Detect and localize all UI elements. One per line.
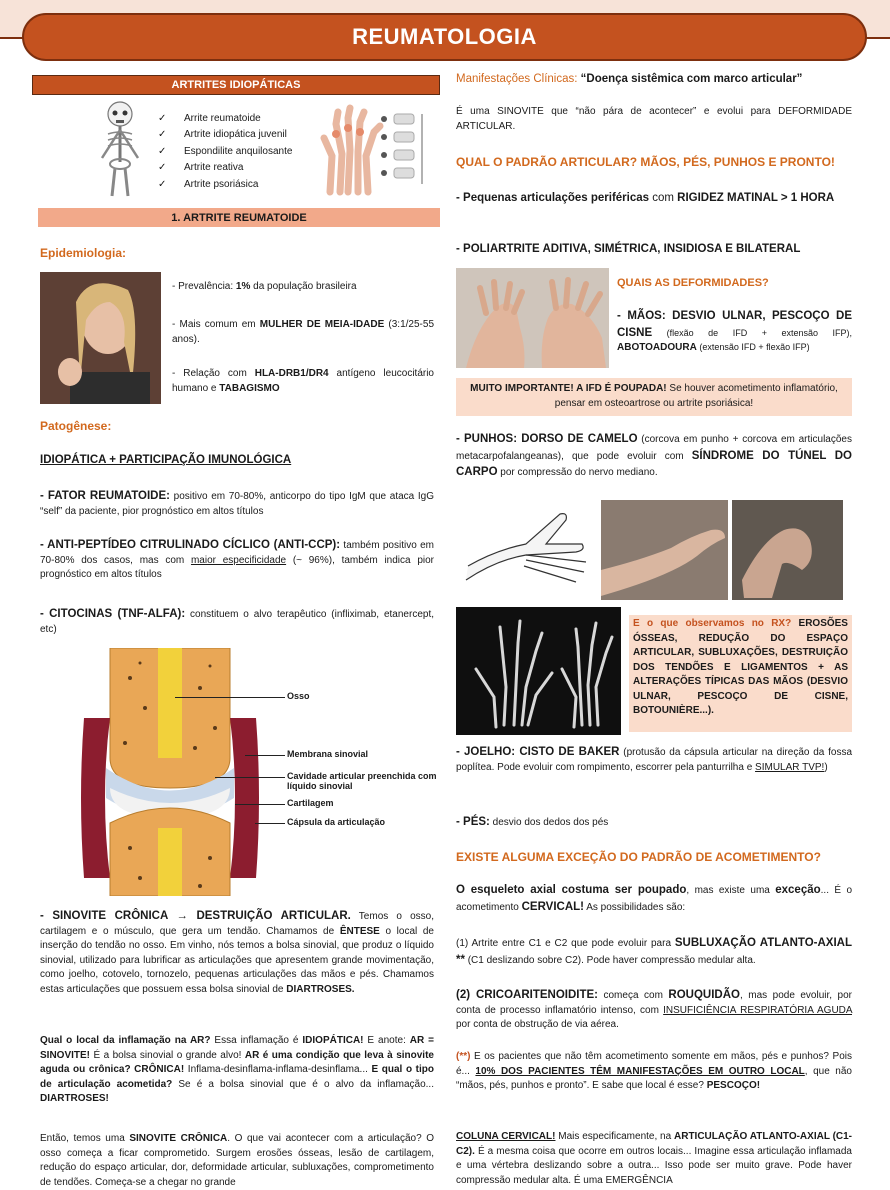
item-2-paragraph: (2) CRICOARITENOIDITE: começa com ROUQUIDÃO, mas pode evoluir, por conta de processo inflamatório intenso, com INSUFICIÊNCIA RESPIRATÓRIA AGUDA por conta de obstrução de via aérea. — [456, 989, 853, 1031]
list-item: ✓ Artrite idiopática juvenil — [158, 129, 287, 141]
swan-neck-image — [601, 500, 728, 600]
ar-header: 1. ARTRITE REUMATOIDE — [38, 208, 440, 227]
manifestacoes-text: É uma SINOVITE que “não pára de acontecer” e evolui para DEFORMIDADE ARTICULAR. — [456, 106, 852, 132]
poliartrite: - POLIARTRITE ADITIVA, SIMÉTRICA, INSIDIOSA E BILATERAL — [456, 243, 801, 255]
entao-paragraph: Então, temos uma SINOVITE CRÔNICA. O que vai acontecer com a articulação? O osso começa a ficar comprometido. Surgem erosões ósseas, lesão de cartilagem, redução do espaço articular, dor, deformidade articular, subluxações, comprometimento de tendões. Começa-se a chegar no grande — [40, 1133, 434, 1188]
artrites-list — [158, 110, 328, 193]
epi-prevalencia: - Prevalência: 1% da população brasileira — [172, 281, 357, 292]
maos-deformidades: - MÃOS: DESVIO ULNAR, PESCOÇO DE CISNE (flexão de IFD + extensão IFP), ABOTOADOURA (extensão IFD + flexão IFP) — [617, 310, 852, 354]
label-cartilagem: Cartilagem — [287, 798, 334, 808]
label-cavidade: Cavidade articular preenchida com líquido sinovial — [287, 771, 437, 791]
label-capsula: Cápsula da articulação — [287, 817, 386, 827]
joelho-paragraph: - JOELHO: CISTO DE BAKER (protusão da cápsula articular na direção da fossa poplítea. Pode evoluir com rompimento, escorrer pela panturrilha e SIMULAR TVP!) — [456, 746, 853, 773]
epidemiologia-title: Epidemiologia: — [40, 246, 127, 260]
deformed-hands-image — [456, 268, 609, 368]
pequenas-articulacoes: - Pequenas articulações periféricas com RIGIDEZ MATINAL > 1 HORA — [456, 192, 835, 204]
patient-photo — [40, 272, 161, 404]
epi-mulher: - Mais comum em MULHER DE MEIA-IDADE (3:1/25-55 anos). — [172, 319, 435, 345]
pes-paragraph: - PÉS: desvio dos dedos dos pés — [456, 816, 609, 828]
label-line-capsula — [255, 823, 285, 824]
xray-photo — [456, 607, 621, 735]
list-item: ✓ Artrite psoriásica — [158, 178, 259, 190]
list-item: ✓ Espondilite anquilosante — [158, 145, 293, 157]
item-1-paragraph: (1) Artrite entre C1 e C2 que pode evoluir para SUBLUXAÇÃO ATLANTO-AXIAL ** (C1 deslizando sobre C2). Pode haver compressão medular alta. — [456, 937, 852, 966]
label-line-cavidade — [215, 777, 285, 778]
list-item: ✓ Arrite reumatoide — [158, 112, 261, 124]
excecao-title: EXISTE ALGUMA EXCEÇÃO DO PADRÃO DE ACOMETIMENTO? — [456, 850, 821, 864]
list-item: ✓ Artrite reativa — [158, 162, 244, 174]
page-title: REUMATOLOGIA — [22, 13, 867, 61]
label-line-cartilagem — [235, 804, 285, 805]
artrites-header: ARTRITES IDIOPÁTICAS — [32, 75, 440, 95]
label-line-membrana — [245, 755, 285, 756]
banner-line-right — [866, 37, 890, 39]
note-paragraph: (**) E os pacientes que não têm acometimento somente em mãos, pés e punhos? Pois é... 10% DOS PACIENTES TÊM MANIFESTAÇÕES EM OUTRO LOCAL, que não “mãos, pés, punhos e pronto”. E sabe que local é esse? PESCOÇO! — [456, 1051, 852, 1091]
check-icon: ✓ — [158, 178, 167, 190]
patogenese-title: Patogênese: — [40, 419, 112, 433]
woman-image — [40, 272, 161, 404]
anti-ccp: - ANTI-PEPTÍDEO CITRULINADO CÍCLICO (ANTI-CCP): também positivo em 70-80% dos casos, mas com maior especificidade (~ 96%), também indica pior prognóstico em altos títulos — [40, 539, 434, 581]
rx-box: E o que observamos no RX? EROSÕES ÓSSEAS, REDUÇÃO DO ESPAÇO ARTICULAR, SUBLUXAÇÕES, DESTRUIÇÃO DOS TENDÕES E LIGAMENTOS + AS ALTERAÇÕES TÍPICAS DAS MÃOS (DESVIO ULNAR, PESCOÇO DE CISNE, BOTOUNIÈRE...). — [629, 615, 852, 732]
hands-xray-image — [456, 607, 621, 735]
check-icon: ✓ — [158, 112, 167, 124]
qual-local-paragraph: Qual o local da inflamação na AR? Essa inflamação é IDIOPÁTICA! E anote: AR = SINOVITE! É a bolsa sinovial o grande alvo! AR é uma condição que leva à sinovite aguda ou crônica? CRÔNICA! Inflama-desinflama-inflama-desinflama... E qual o tipo de articulação acometida? Se é a bolsa sinovial que é o alvo da inflamação... DIARTROSES! — [40, 1035, 434, 1104]
label-line-osso — [175, 697, 285, 698]
label-membrana: Membrana sinovial — [287, 749, 369, 759]
label-osso: Osso — [287, 691, 310, 701]
hands-photo — [456, 268, 609, 368]
coluna-paragraph: COLUNA CERVICAL! Mais especificamente, na ARTICULAÇÃO ATLANTO-AXIAL (C1-C2). É a mesma coisa que ocorre em outros locais... Imagine essa articulação inflamada e uma vértebra deslizando sobre a outra... Isso pode ser muito grave. Pode haver compressão medular alta. É uma EMERGÊNCIA — [456, 1131, 852, 1186]
hand-joints-illustration — [318, 104, 430, 196]
finger-photo-1 — [601, 500, 728, 600]
hand-sketch-image — [456, 500, 597, 600]
banner-line-left — [0, 37, 24, 39]
manifestacoes-title: Manifestações Clínicas: “Doença sistêmica com marco articular” — [456, 73, 803, 85]
skeleton-illustration — [96, 100, 144, 200]
check-icon: ✓ — [158, 145, 167, 157]
ifd-poupada-box: MUITO IMPORTANTE! A IFD É POUPADA! Se houver acometimento inflamatório, pensar em osteoartrose ou artrite psoriásica! — [456, 378, 852, 416]
punhos-paragraph: - PUNHOS: DORSO DE CAMELO (corcova em punho + corcova em articulações metacarpofalangeanas), que pode evoluir com SÍNDROME DO TÚNEL DO CARPO por compressão do nervo mediano. — [456, 433, 852, 479]
deformidades-title: QUAIS AS DEFORMIDADES? — [617, 277, 769, 289]
check-icon: ✓ — [158, 162, 167, 174]
epi-hla: - Relação com HLA-DRB1/DR4 antígeno leucocitário humano e TABAGISMO — [172, 368, 434, 394]
sinovite-paragraph: - SINOVITE CRÔNICA → DESTRUIÇÃO ARTICULAR. Temos o osso, cartilagem e o músculo, que gera um tendão. Chamamos de ÊNTESE o local de inserção do tendão no osso. Em vinho, nós temos a bolsa sinovial, que produz o líquido sinovial, utilizado para lubrificar as articulações que apresentem grande movimentação, como joelho, cotovelo, tornozelo, pequenas articulações das mãos e pés. Chamamos estas articulações que possuem essa bolsa sinovial de DIARTROSES. — [40, 910, 434, 995]
fator-reumatoide: - FATOR REUMATOIDE: positivo em 70-80%, anticorpo do tipo IgM que ataca IgG “self” da paciente, pior prognóstico em altos títulos — [40, 490, 434, 517]
joint-diagram — [70, 648, 270, 896]
padrao-title: QUAL O PADRÃO ARTICULAR? MÃOS, PÉS, PUNHOS E PRONTO! — [456, 155, 835, 169]
hand-drawing-photo — [456, 500, 597, 600]
check-icon: ✓ — [158, 129, 167, 141]
citocinas: - CITOCINAS (TNF-ALFA): constituem o alvo terapêutico (infliximab, etanercept, etc) — [40, 608, 434, 635]
esqueleto-paragraph: O esqueleto axial costuma ser poupado, mas existe uma exceção... É o acometimento CERVICAL! As possibilidades são: — [456, 884, 853, 913]
patogenese-subtitle: IDIOPÁTICA + PARTICIPAÇÃO IMUNOLÓGICA — [40, 454, 292, 466]
boutonniere-image — [732, 500, 843, 600]
finger-photo-2 — [732, 500, 843, 600]
